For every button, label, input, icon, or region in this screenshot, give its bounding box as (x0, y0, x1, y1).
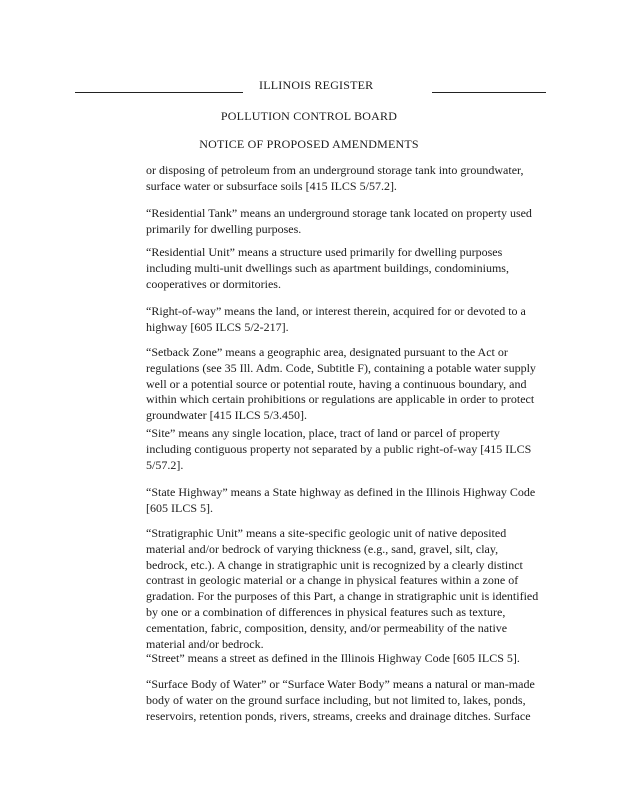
text-line: reservoirs, retention ponds, rivers, streams, creeks and drainage ditches. Surface (146, 708, 531, 723)
header-rule-right (432, 92, 546, 93)
text-line: including contiguous property not separated by a public right-of-way [415 ILCS (146, 441, 532, 456)
text-line: “Right-of-way” means the land, or interest therein, acquired for or devoted to a (146, 304, 526, 318)
text-line: gradation. For the purposes of this Part, a change in stratigraphic unit is identified (146, 589, 539, 604)
register-title: ILLINOIS REGISTER (259, 78, 374, 92)
notice-title: NOTICE OF PROPOSED AMENDMENTS (199, 137, 419, 151)
definition-right-of-way (146, 304, 548, 336)
paragraph-storage-tank-continued (146, 163, 548, 195)
text-line: 5/57.2]. (146, 457, 184, 472)
definition-surface-body-of-water (146, 677, 548, 724)
board-title: POLLUTION CONTROL BOARD (220, 109, 398, 123)
text-line: “Setback Zone” means a geographic area, designated pursuant to the Act or (146, 345, 508, 359)
text-line: including multi-unit dwellings such as apartment buildings, condominiums, (146, 260, 509, 275)
header-rule-left (75, 92, 243, 93)
text-line: “State Highway” means a State highway as defined in the Illinois Highway Code (146, 485, 536, 499)
definition-stratigraphic-unit (146, 526, 548, 652)
text-line: material and/or bedrock of varying thickness (e.g., sand, gravel, silt, clay, (146, 541, 499, 556)
text-line: well or a potential source or potential route, having a continuous boundary, and (146, 376, 527, 391)
text-line: “Stratigraphic Unit” means a site-specific geologic unit of native deposited (146, 526, 507, 540)
text-line: bedrock, etc.). A change in stratigraphic unit is recognized by a clearly distinct (146, 557, 523, 572)
text-line: “Site” means any single location, place, tract of land or parcel of property (146, 426, 500, 440)
definition-residential-unit (146, 245, 548, 292)
text-line: contrast in geologic material or a change in physical features within a zone of (146, 573, 519, 588)
text-line: by one or a combination of differences in physical features such as texture, (146, 604, 506, 619)
text-line: “Residential Unit” means a structure used primarily for dwelling purposes (146, 245, 503, 259)
definition-residential-tank (146, 206, 548, 238)
text-line: highway [605 ILCS 5/2-217]. (146, 319, 289, 334)
text-line: surface water or subsurface soils [415 ILCS 5/57.2]. (146, 178, 397, 193)
text-line: primarily for dwelling purposes. (146, 221, 302, 236)
text-line: “Residential Tank” means an underground storage tank located on property used (146, 206, 532, 220)
text-line: regulations (see 35 Ill. Adm. Code, Subtitle F), containing a potable water supply (146, 360, 536, 375)
text-line: body of water on the ground surface including, but not limited to, lakes, ponds, (146, 692, 526, 707)
definition-setback-zone (146, 345, 548, 424)
definition-site (146, 426, 548, 473)
text-line: within which certain prohibitions or regulations are applicable in order to protect (146, 392, 535, 407)
text-line: [605 ILCS 5]. (146, 500, 213, 515)
text-line: “Street” means a street as defined in the Illinois Highway Code [605 ILCS 5]. (146, 651, 520, 665)
text-line: “Surface Body of Water” or “Surface Water Body” means a natural or man-made (146, 677, 535, 691)
text-line: material and/or bedrock. (146, 636, 264, 651)
text-line: cementation, fabric, composition, density, and/or permeability of the native (146, 620, 508, 635)
definition-state-highway (146, 485, 548, 517)
text-line: or disposing of petroleum from an underground storage tank into groundwater, (146, 163, 524, 177)
definition-street (146, 651, 548, 667)
text-line: cooperatives or dormitories. (146, 276, 281, 291)
text-line: groundwater [415 ILCS 5/3.450]. (146, 408, 307, 423)
